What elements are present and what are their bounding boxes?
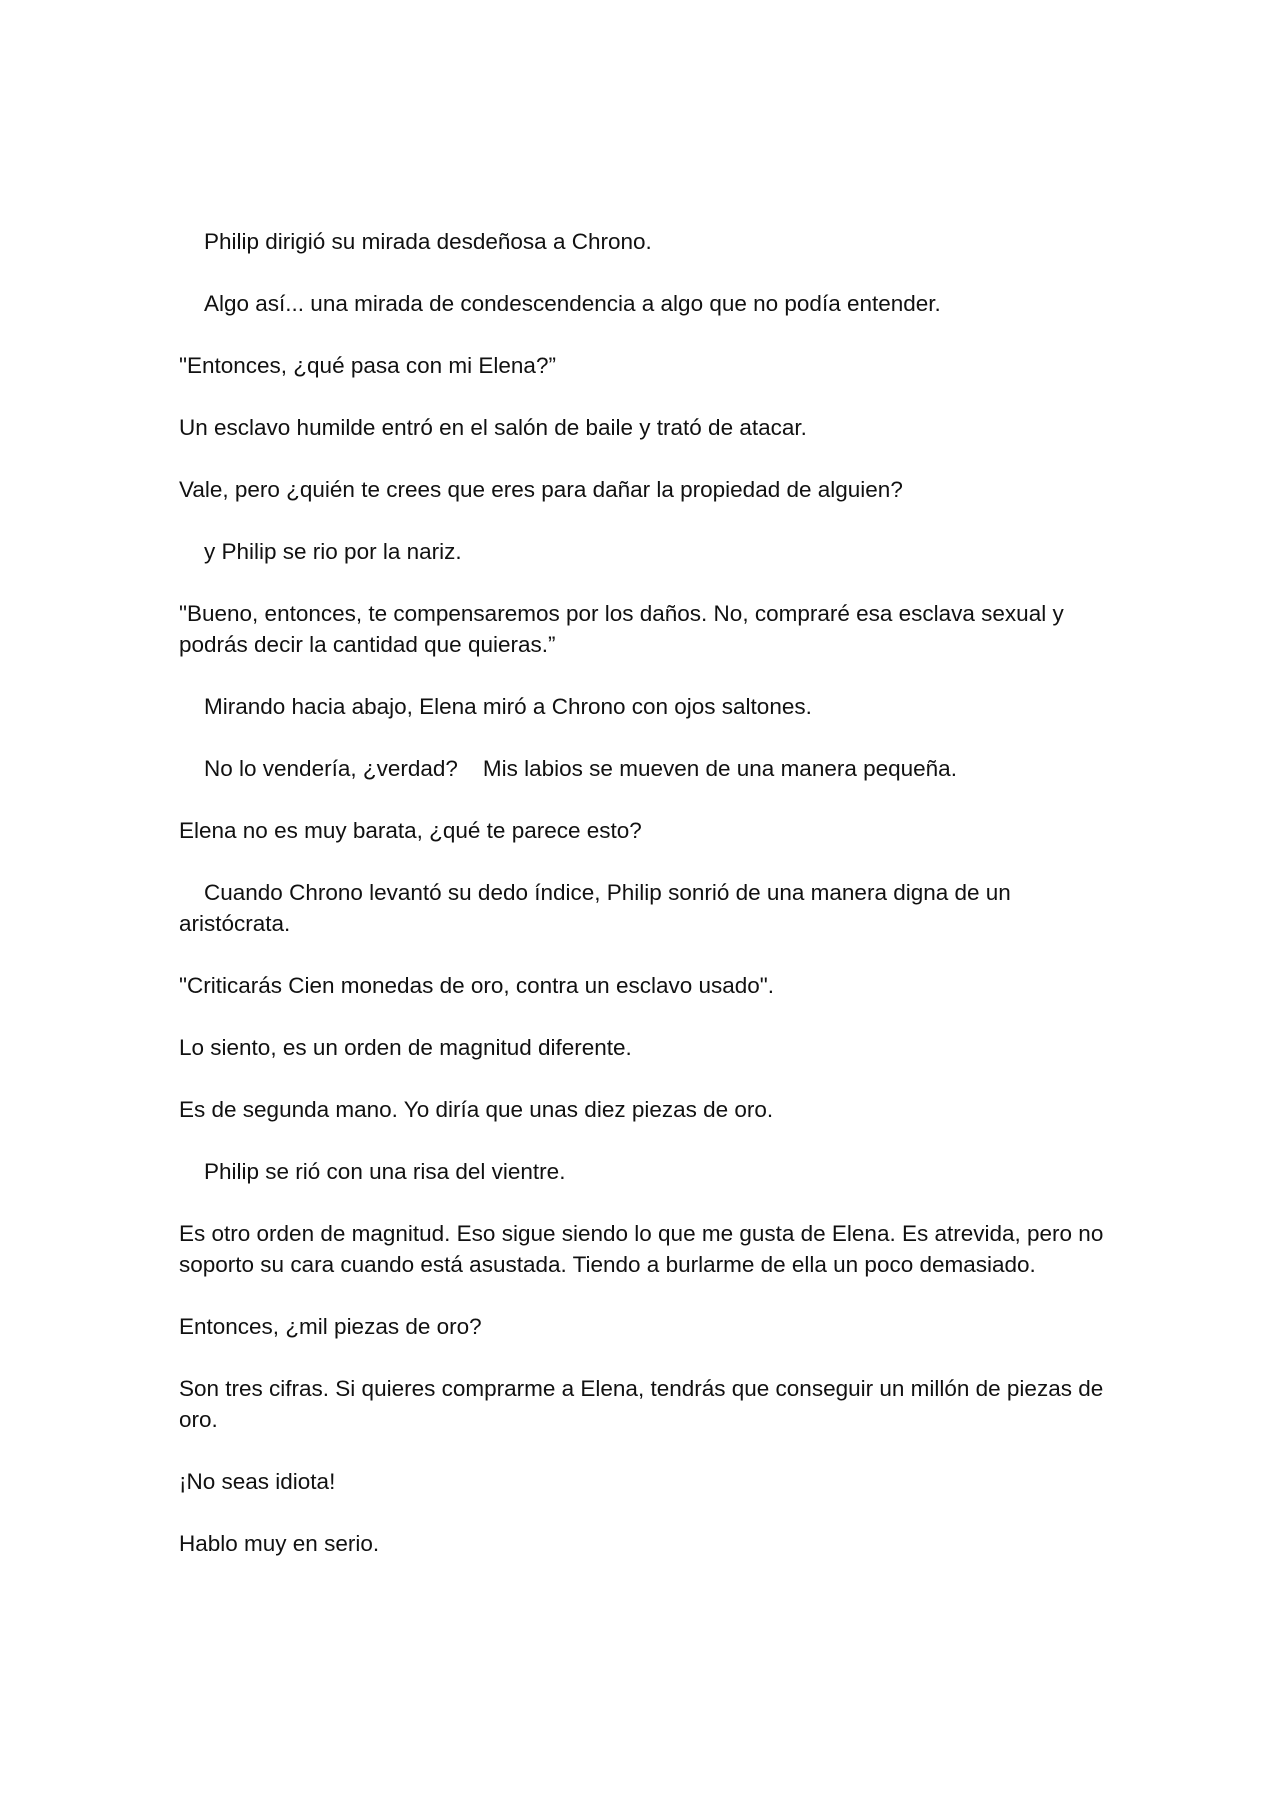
- paragraph-1: Philip dirigió su mirada desdeñosa a Chrono.: [204, 229, 652, 254]
- paragraph-4: Un esclavo humilde entró en el salón de baile y trató de atacar.: [179, 415, 807, 440]
- paragraph-5: Vale, pero ¿quién te crees que eres para dañar la propiedad de alguien?: [179, 477, 903, 502]
- paragraph-18: Son tres cifras. Si quieres comprarme a Elena, tendrás que conseguir un millón de piezas de oro.: [179, 1376, 1110, 1432]
- paragraph-9: No lo vendería, ¿verdad? Mis labios se mueven de una manera pequeña.: [204, 756, 957, 781]
- paragraph-6: y Philip se rio por la nariz.: [204, 539, 462, 564]
- paragraph-2: Algo así... una mirada de condescendencia a algo que no podía entender.: [204, 291, 941, 316]
- paragraph-16: Es otro orden de magnitud. Eso sigue siendo lo que me gusta de Elena. Es atrevida, pero no soporto su cara cuando está asustada. Tiendo a burlarme de ella un poco demasiado.: [179, 1221, 1110, 1277]
- paragraph-8: Mirando hacia abajo, Elena miró a Chrono con ojos saltones.: [204, 694, 812, 719]
- paragraph-20: Hablo muy en serio.: [179, 1531, 380, 1556]
- paragraph-19: ¡No seas idiota!: [179, 1469, 336, 1494]
- paragraph-11: Cuando Chrono levantó su dedo índice, Philip sonrió de una manera digna de un aristócrata.: [179, 880, 1018, 936]
- paragraph-10: Elena no es muy barata, ¿qué te parece esto?: [179, 818, 642, 843]
- paragraph-15: Philip se rió con una risa del vientre.: [204, 1159, 566, 1184]
- paragraph-12: "Criticarás Cien monedas de oro, contra un esclavo usado".: [179, 973, 775, 998]
- paragraph-3: "Entonces, ¿qué pasa con mi Elena?”: [179, 353, 556, 378]
- paragraph-7: "Bueno, entonces, te compensaremos por los daños. No, compraré esa esclava sexual y podrás decir la cantidad que quieras.”: [179, 601, 1070, 657]
- paragraph-13: Lo siento, es un orden de magnitud diferente.: [179, 1035, 632, 1060]
- document-body: [179, 226, 1110, 1590]
- paragraph-14: Es de segunda mano. Yo diría que unas diez piezas de oro.: [179, 1097, 774, 1122]
- paragraph-17: Entonces, ¿mil piezas de oro?: [179, 1314, 482, 1339]
